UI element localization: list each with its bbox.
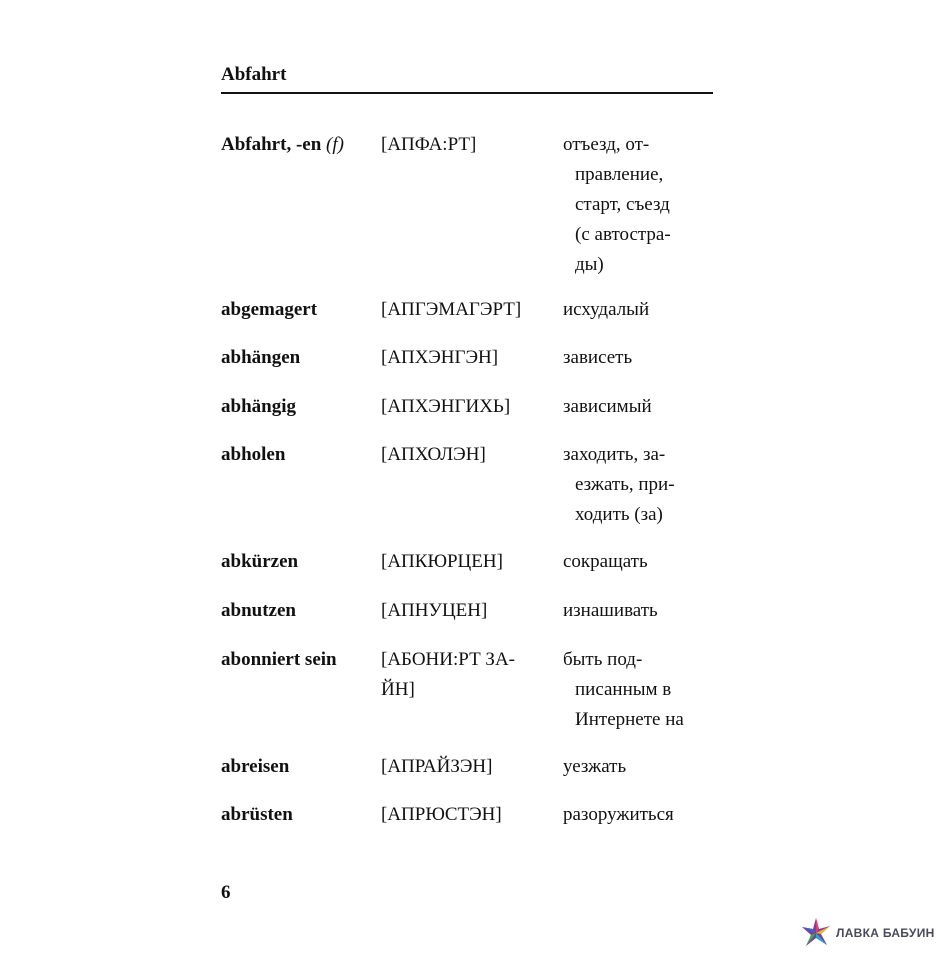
entry-pronunciation: [АПФА:РТ] <box>381 134 477 155</box>
header-title: Abfahrt <box>221 64 287 85</box>
entry-translation: отъезд, от- правление, старт, съезд (с автостра- ды) <box>563 134 671 275</box>
entry-word: abreisen <box>221 756 290 777</box>
entry-pronunciation: [АБОНИ:РТ ЗА- ЙН] <box>381 649 515 700</box>
entry-translation: разоружиться <box>563 804 674 825</box>
entry-pronunciation: [АПГЭМАГЭРТ] <box>381 299 522 320</box>
logo-text: ЛАВКА БАБУИН <box>836 926 935 940</box>
entry-word: abgemagert <box>221 299 318 320</box>
watermark-logo <box>800 915 935 951</box>
entry-translation: исхудалый <box>563 299 650 320</box>
star-logo-icon <box>800 917 832 949</box>
entry-word: abnutzen <box>221 600 296 621</box>
entry-pronunciation: [АПРАЙЗЭН] <box>381 756 493 777</box>
entry-translation: уезжать <box>563 756 627 777</box>
entry-word: abonniert sein <box>221 649 337 670</box>
entry-pronunciation: [АПНУЦЕН] <box>381 600 488 621</box>
entry-word: abhängen <box>221 347 301 368</box>
entry-translation: зависимый <box>563 396 652 417</box>
entry-gender: (f) <box>326 134 344 155</box>
entry-translation: зависеть <box>563 347 633 368</box>
entry-word: abholen <box>221 444 286 465</box>
entry-word: Abfahrt, -en (f) <box>221 134 344 155</box>
page-number: 6 <box>221 882 231 903</box>
entry-word: abrüsten <box>221 804 293 825</box>
entry-pronunciation: [АПХОЛЭН] <box>381 444 486 465</box>
entry-translation: заходить, за- езжать, при- ходить (за) <box>563 444 675 525</box>
entry-word: abkürzen <box>221 551 299 572</box>
entry-pronunciation: [АПХЭНГЭН] <box>381 347 499 368</box>
entry-pronunciation: [АПРЮСТЭН] <box>381 804 502 825</box>
running-header <box>221 60 713 94</box>
entry-translation: сокращать <box>563 551 648 572</box>
entry-word: abhängig <box>221 396 296 417</box>
entry-pronunciation: [АПХЭНГИХЬ] <box>381 396 511 417</box>
entry-translation: быть под- писанным в Интернете на <box>563 649 684 730</box>
entry-translation: изнашивать <box>563 600 658 621</box>
entry-pronunciation: [АПКЮРЦЕН] <box>381 551 503 572</box>
